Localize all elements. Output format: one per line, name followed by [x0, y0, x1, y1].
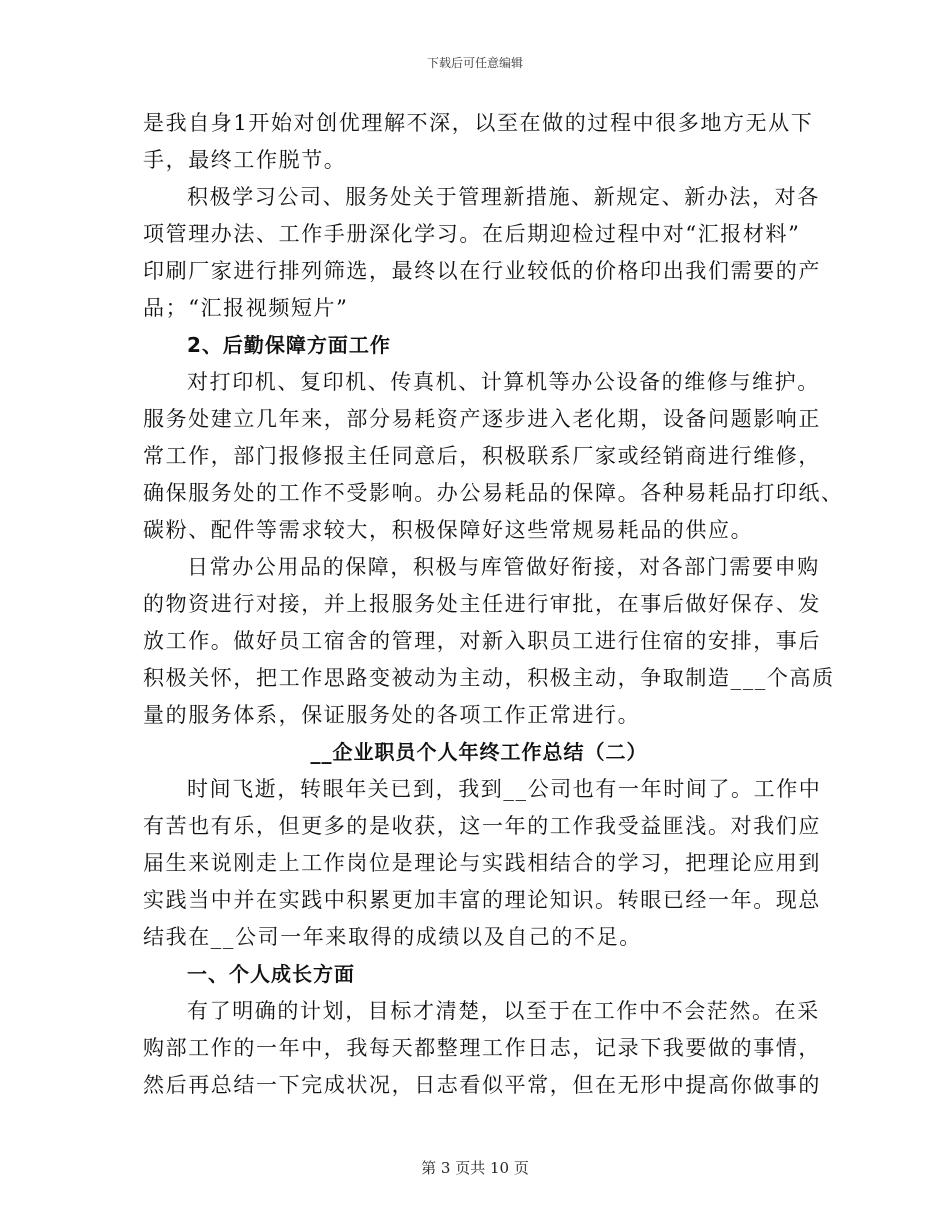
page-header: 下载后可任意编辑: [426, 56, 523, 70]
text-line: 有苦也有乐，但更多的是收获，这一年的工作我受益匪浅。对我们应: [143, 814, 821, 838]
text-line: 放工作。做好员工宿舍的管理，对新入职员工进行住宿的安排，事后: [143, 629, 821, 653]
text-line: 实践当中并在实践中积累更加丰富的理论知识。转眼已经一年。现总: [143, 888, 821, 912]
text-line: 然后再总结一下完成状况，日志看似平常，但在无形中提高你做事的: [143, 1073, 821, 1097]
document-title: __企业职员个人年终工作总结（二）: [310, 740, 648, 764]
paragraph-first-line: 日常办公用品的保障，积极与库管做好衔接，对各部门需要申购: [187, 555, 820, 579]
text-line: 积极关怀，把工作思路变被动为主动，积极主动，争取制造___个高质: [143, 666, 835, 690]
text-line: 量的服务体系，保证服务处的各项工作正常进行。: [143, 703, 641, 727]
page-footer: 第 3 页共 10 页: [421, 1159, 529, 1177]
section-heading: 一、个人成长方面: [187, 962, 355, 986]
text-line: 是我自身1开始对创优理解不深，以至在做的过程中很多地方无从下: [143, 111, 814, 135]
text-line: 结我在__公司一年来取得的成绩以及自己的不足。: [143, 925, 642, 949]
text-line: 购部工作的一年中，我每天都整理工作日志，记录下我要做的事情，: [143, 1036, 821, 1060]
text-line: 常工作，部门报修报主任同意后，积极联系厂家或经销商进行维修，: [143, 444, 821, 468]
text-line: 的物资进行对接，并上报服务处主任进行审批，在事后做好保存、发: [143, 592, 821, 616]
paragraph-first-line: 有了明确的计划，目标才清楚，以至于在工作中不会茫然。在采: [187, 999, 820, 1023]
text-line: 印刷厂家进行排列筛选，最终以在行业较低的价格印出我们需要的产: [143, 259, 821, 283]
paragraph-first-line: 时间飞逝，转眼年关已到，我到__公司也有一年时间了。工作中: [187, 777, 822, 801]
paragraph-first-line: 对打印机、复印机、传真机、计算机等办公设备的维修与维护。: [187, 370, 820, 394]
text-line: 碳粉、配件等需求较大，积极保障好这些常规易耗品的供应。: [143, 518, 754, 542]
section-heading: 2、后勤保障方面工作: [187, 333, 391, 357]
paragraph-first-line: 积极学习公司、服务处关于管理新措施、新规定、新办法，对各: [187, 185, 820, 209]
text-line: 项管理办法、工作手册深化学习。在后期迎检过程中对“汇报材料”: [143, 222, 801, 246]
document-body: [143, 105, 844, 1104]
text-line: 届生来说刚走上工作岗位是理论与实践相结合的学习，把理论应用到: [143, 851, 821, 875]
text-line: 品；“汇报视频短片”: [143, 296, 349, 320]
text-line: 服务处建立几年来，部分易耗资产逐步进入老化期，设备问题影响正: [143, 407, 821, 431]
text-line: 确保服务处的工作不受影响。办公易耗品的保障。各种易耗品打印纸、: [143, 481, 844, 505]
text-line: 手，最终工作脱节。: [143, 148, 347, 172]
